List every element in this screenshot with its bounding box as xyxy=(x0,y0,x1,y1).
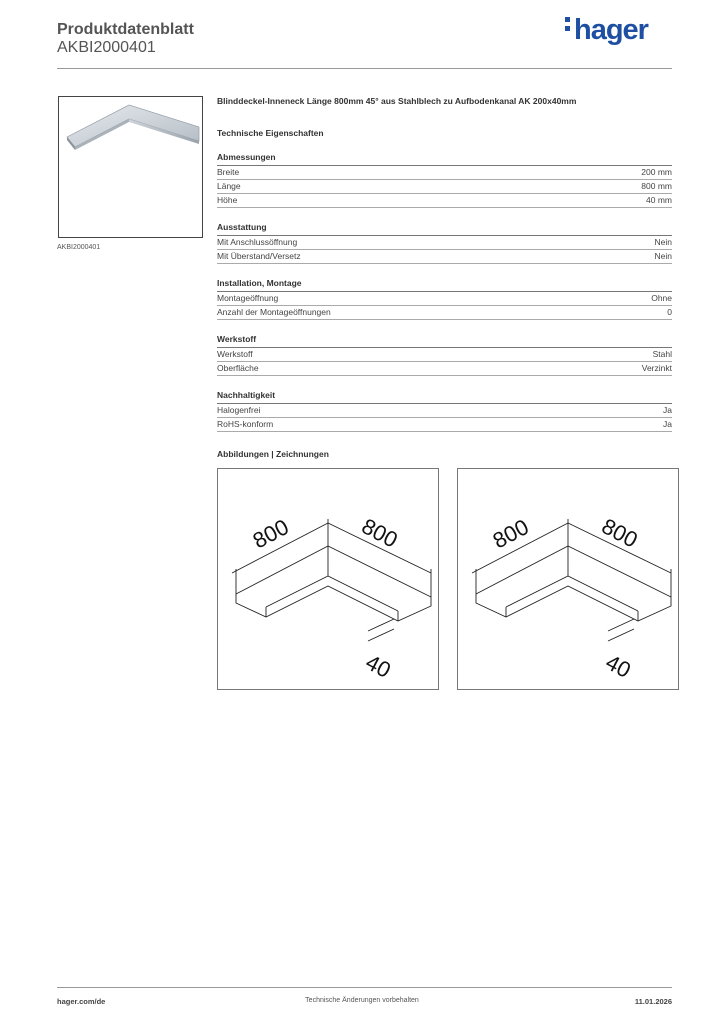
property-value: 800 mm xyxy=(641,181,672,191)
property-row xyxy=(217,194,672,208)
property-value: 40 mm xyxy=(646,195,672,205)
property-value: Ja xyxy=(663,405,672,415)
property-row xyxy=(217,292,672,306)
technical-drawing-1 xyxy=(217,468,439,690)
property-row xyxy=(217,250,672,264)
property-row xyxy=(217,166,672,180)
header-divider xyxy=(57,68,672,69)
dim-label-b: 800 xyxy=(357,513,402,553)
technical-drawing-2 xyxy=(457,468,679,690)
footer-website[interactable]: hager.com/de xyxy=(57,997,106,1006)
product-description: Blinddeckel-Inneneck Länge 800mm 45° aus Stahlblech zu Aufbodenkanal AK 200x40mm xyxy=(217,96,577,106)
property-value: Ohne xyxy=(651,293,672,303)
property-group-title: Nachhaltigkeit xyxy=(217,390,672,404)
property-group-title: Werkstoff xyxy=(217,334,672,348)
property-row xyxy=(217,180,672,194)
product-details xyxy=(217,96,672,432)
property-value: Stahl xyxy=(652,349,672,359)
dim-label-a: 800 xyxy=(248,514,293,554)
dim-label-height: 40 xyxy=(601,649,636,683)
page-title: Produktdatenblatt xyxy=(57,21,194,38)
property-group-title: Installation, Montage xyxy=(217,278,672,292)
property-label: Oberfläche xyxy=(217,363,259,373)
property-row xyxy=(217,348,672,362)
property-row xyxy=(217,362,672,376)
property-group xyxy=(217,278,672,320)
product-code: AKBI2000401 xyxy=(57,39,156,56)
properties-groups xyxy=(217,152,672,432)
property-value: Nein xyxy=(654,251,672,261)
property-label: Anzahl der Montageöffnungen xyxy=(217,307,331,317)
drawings-title: Abbildungen | Zeichnungen xyxy=(217,449,329,459)
property-group xyxy=(217,152,672,208)
footer-note: Technische Änderungen vorbehalten xyxy=(305,997,419,1004)
property-value: Nein xyxy=(654,237,672,247)
dim-label-height: 40 xyxy=(361,649,396,683)
property-label: Halogenfrei xyxy=(217,405,261,415)
footer-date: 11.01.2026 xyxy=(634,997,672,1006)
property-group xyxy=(217,222,672,264)
footer-divider xyxy=(57,987,672,988)
property-label: Mit Anschlussöffnung xyxy=(217,237,298,247)
product-image xyxy=(58,96,203,238)
property-label: Montageöffnung xyxy=(217,293,279,303)
property-label: RoHS-konform xyxy=(217,419,274,429)
property-row xyxy=(217,236,672,250)
properties-title: Technische Eigenschaften xyxy=(217,128,324,138)
property-label: Breite xyxy=(217,167,240,177)
property-value: 200 mm xyxy=(641,167,672,177)
property-value: 0 xyxy=(667,307,672,317)
property-value: Ja xyxy=(663,419,672,429)
property-row xyxy=(217,306,672,320)
logo-dots xyxy=(565,17,571,35)
dim-label-b: 800 xyxy=(597,513,642,553)
property-row xyxy=(217,404,672,418)
property-label: Höhe xyxy=(217,195,238,205)
property-label: Mit Überstand/Versetz xyxy=(217,251,301,261)
property-group xyxy=(217,334,672,376)
property-group xyxy=(217,390,672,432)
property-row xyxy=(217,418,672,432)
brand-logo: hager xyxy=(565,14,648,47)
property-label: Länge xyxy=(217,181,241,191)
property-label: Werkstoff xyxy=(217,349,253,359)
property-group-title: Abmessungen xyxy=(217,152,672,166)
property-group-title: Ausstattung xyxy=(217,222,672,236)
property-value: Verzinkt xyxy=(641,363,672,373)
dim-label-a: 800 xyxy=(488,514,533,554)
image-caption: AKBI2000401 xyxy=(57,244,101,251)
